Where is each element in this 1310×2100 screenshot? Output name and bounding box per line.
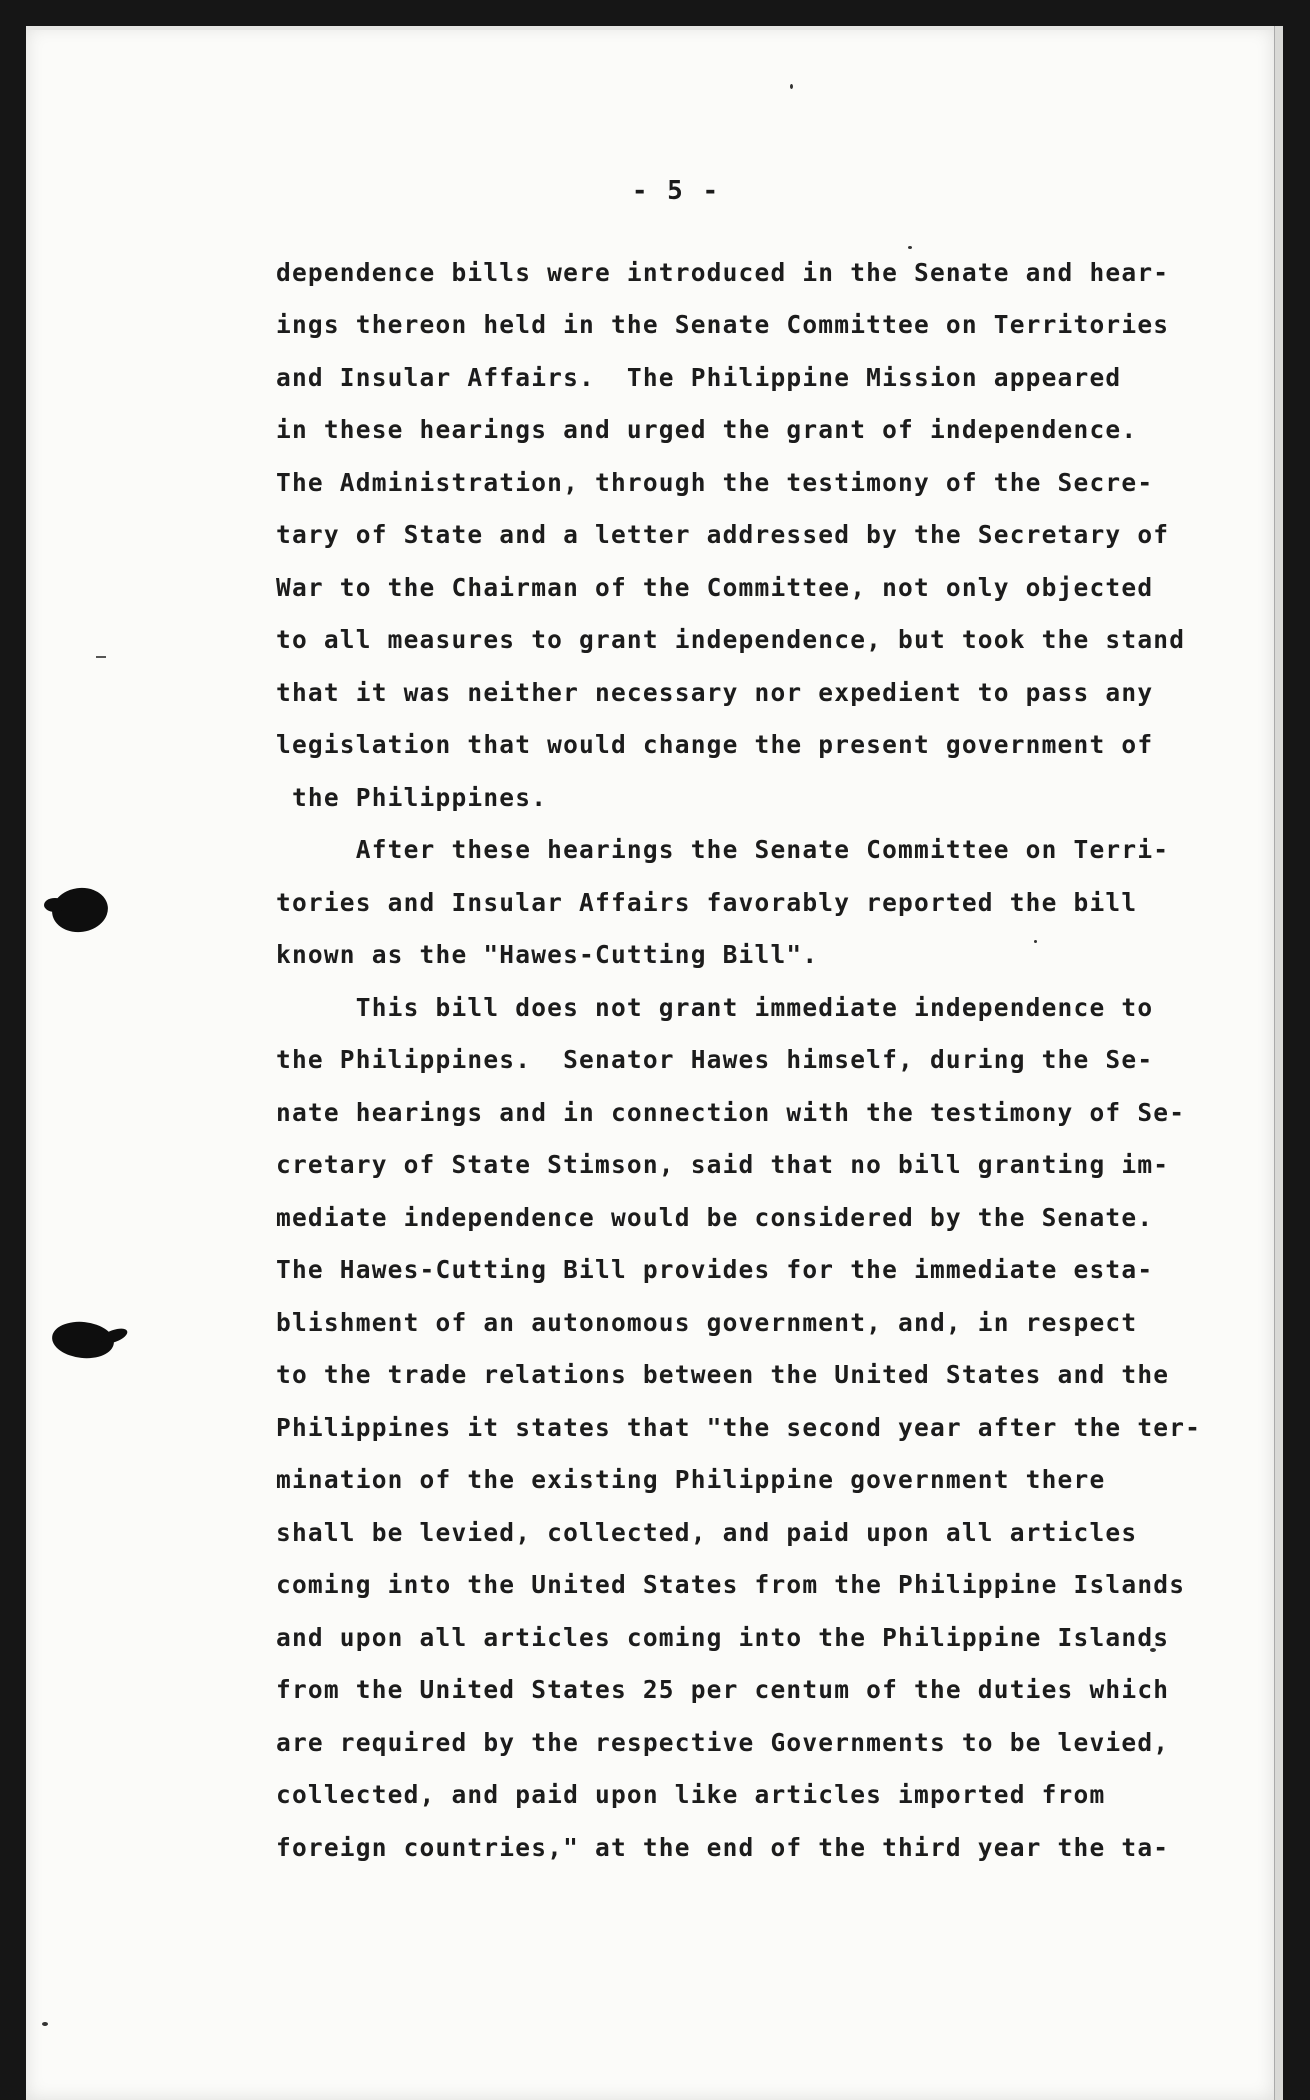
text-line: are required by the respective Governments to be levied, [276,1728,1170,1757]
text-line: nate hearings and in connection with the testimony of Se- [276,1098,1186,1127]
text-line: collected, and paid upon like articles imported from [276,1780,1106,1809]
text-line: tories and Insular Affairs favorably reported the bill [276,888,1138,917]
paper-right-edge [1274,26,1283,2100]
margin-mark [96,656,106,658]
paper-top-edge [26,26,1282,30]
page-number: - 5 - [631,176,721,206]
text-line: to all measures to grant independence, but took the stand [276,625,1186,654]
text-line: dependence bills were introduced in the Senate and hear- [276,258,1170,287]
text-line: to the trade relations between the United States and the [276,1360,1170,1389]
text-line: The Hawes-Cutting Bill provides for the immediate esta- [276,1255,1154,1284]
text-line: known as the "Hawes-Cutting Bill". [276,940,819,969]
text-line: coming into the United States from the Philippine Islands [276,1570,1186,1599]
text-line: cretary of State Stimson, said that no bill granting im- [276,1150,1170,1179]
ink-blot-top-tail [44,898,66,912]
text-line: in these hearings and urged the grant of independence. [276,415,1138,444]
text-line: War to the Chairman of the Committee, not only objected [276,573,1154,602]
text-line: blishment of an autonomous government, and, in respect [276,1308,1138,1337]
text-line: ings thereon held in the Senate Committee on Territories [276,310,1170,339]
text-line: mediate independence would be considered by the Senate. [276,1203,1154,1232]
dust-speck [790,84,793,89]
text-line: mination of the existing Philippine government there [276,1465,1106,1494]
text-line: and upon all articles coming into the Philippine Islands [276,1623,1170,1652]
text-line: the Philippines. Senator Hawes himself, during the Se- [276,1045,1154,1074]
text-line: that it was neither necessary nor expedient to pass any [276,678,1154,707]
dust-speck [1034,940,1037,943]
text-line: the Philippines. [276,783,548,812]
text-line: legislation that would change the present government of [276,730,1154,759]
text-line: Philippines it states that "the second year after the ter- [276,1413,1202,1442]
text-line: foreign countries," at the end of the third year the ta- [276,1833,1170,1862]
text-line: After these hearings the Senate Committee on Terri- [276,835,1170,864]
dust-speck [42,2022,48,2026]
text-line: shall be levied, collected, and paid upon all articles [276,1518,1138,1547]
text-line: from the United States 25 per centum of the duties which [276,1675,1170,1704]
text-line: The Administration, through the testimony of the Secre- [276,468,1154,497]
dust-speck [908,246,912,249]
text-line: tary of State and a letter addressed by the Secretary of [276,520,1170,549]
text-line: and Insular Affairs. The Philippine Mission appeared [276,363,1122,392]
text-line: This bill does not grant immediate independence to [276,993,1154,1022]
